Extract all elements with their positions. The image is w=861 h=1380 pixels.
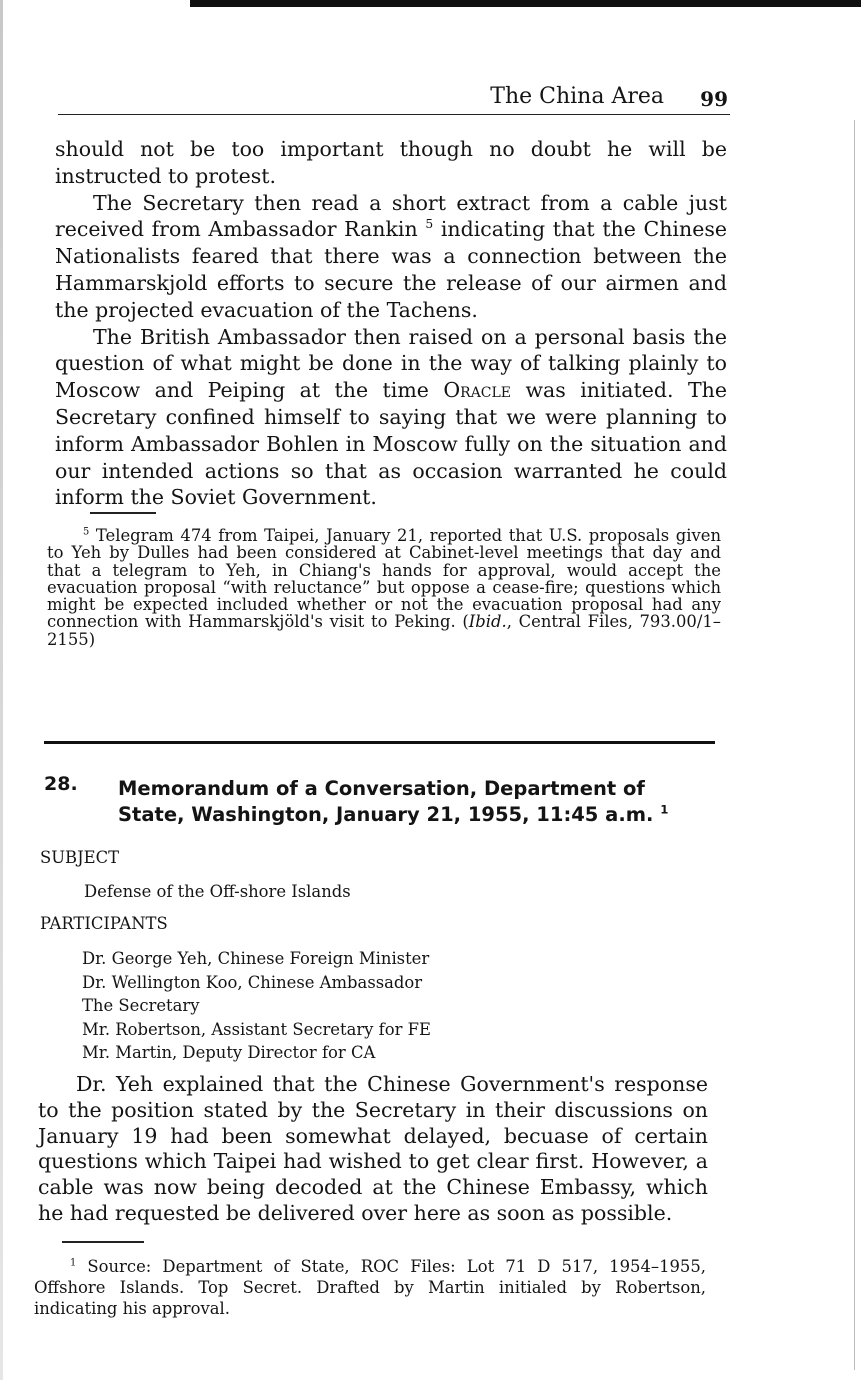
paragraph-text: was initiated. The Secretary confined himself to saying that we were planning to inform Ambassador Bohlen in Moscow fully on the situation and our intended actions so that as occasion warranted he could inform the Soviet Government. [55, 378, 727, 510]
continued-text [55, 136, 727, 511]
footnote-ibid: Ibid. [468, 612, 507, 632]
participants-label: PARTICIPANTS [40, 914, 168, 933]
footnote-rule [90, 512, 156, 514]
document-number: 28. [44, 773, 78, 795]
footnote-body: , Central Files, 793.00/1–2155) [47, 612, 721, 649]
paragraph: should not be too important though no doubt he will be instructed to protest. [55, 137, 727, 188]
subject-label: SUBJECT [40, 848, 120, 867]
document-title [118, 776, 718, 828]
participant: The Secretary [82, 996, 200, 1015]
document-title-text: Memorandum of a Conversation, Department of State, Washington, January 21, 1955, 11:45 a.m. [118, 777, 654, 826]
footnote-text [34, 1256, 706, 1319]
subject-value: Defense of the Off-shore Islands [84, 882, 351, 901]
participant: Dr. Wellington Koo, Chinese Ambassador [82, 972, 423, 992]
footnote [47, 527, 721, 648]
document-body [38, 1072, 708, 1227]
paragraph-text: The British Ambassador then raised on a personal basis the question of what might be done in the way of talking plainly to Moscow and Peiping at the time [55, 324, 727, 403]
footnote-rule [62, 1241, 144, 1243]
paragraph-text: indicating that the Chinese Nationalists feared that there was a connection between the Hammarskjold efforts to secure the release of our airmen and the projected evacuation of the Tachens. [55, 217, 727, 322]
section-rule [44, 741, 715, 744]
footnote-text [47, 527, 721, 648]
page-left-edge [0, 0, 3, 1380]
running-head-title: The China Area [490, 84, 664, 109]
footnote-marker: 1 [70, 1257, 77, 1269]
source-footnote [34, 1256, 706, 1319]
paragraph [55, 324, 727, 512]
code-word: Oracle [443, 378, 512, 403]
paragraph-text: The Secretary then read a short extract from a cable just received from Ambassador Rankin [55, 190, 727, 242]
title-note-ref: 1 [660, 802, 669, 817]
paragraph [55, 190, 727, 324]
participant: Dr. George Yeh, Chinese Foreign Minister [82, 949, 430, 968]
footnote-body: Source: Department of State, ROC Files: Lot 71 D 517, 1954–1955, Offshore Islands. Top Secret. Drafted by Martin initialed by Robertson, indicating his approval. [34, 1257, 706, 1318]
participant: Mr. Robertson, Assistant Secretary for FE [82, 1019, 431, 1039]
footnote-marker: 5 [83, 526, 90, 538]
footnote-ref: 5 [425, 217, 434, 232]
page-number: 99 [700, 87, 728, 111]
participants-list [82, 947, 431, 1065]
page-top-edge [190, 0, 861, 7]
running-head [58, 84, 730, 115]
participant: Mr. Martin, Deputy Director for CA [82, 1043, 376, 1062]
page-right-edge [854, 120, 855, 1370]
paragraph: Dr. Yeh explained that the Chinese Government's response to the position stated by the Secretary in their discussions on January 19 had been somewhat delayed, becuase of certain questions which Taipei had wished to get clear first. However, a cable was now being decoded at the Chinese Embassy, which he had requested be delivered over here as soon as possible. [38, 1072, 708, 1225]
footnote-body: Telegram 474 from Taipei, January 21, reported that U.S. proposals given to Yeh by Dulles had been considered at Cabinet-level meetings that day and that a telegram to Yeh, in Chiang's hands for approval, would accept the evacuation proposal “with reluctance” but oppose a cease-fire; questions which might be expected included whether or not the evacuation proposal had any connection with Hammarskjöld's visit to Peking. ( [47, 526, 721, 632]
